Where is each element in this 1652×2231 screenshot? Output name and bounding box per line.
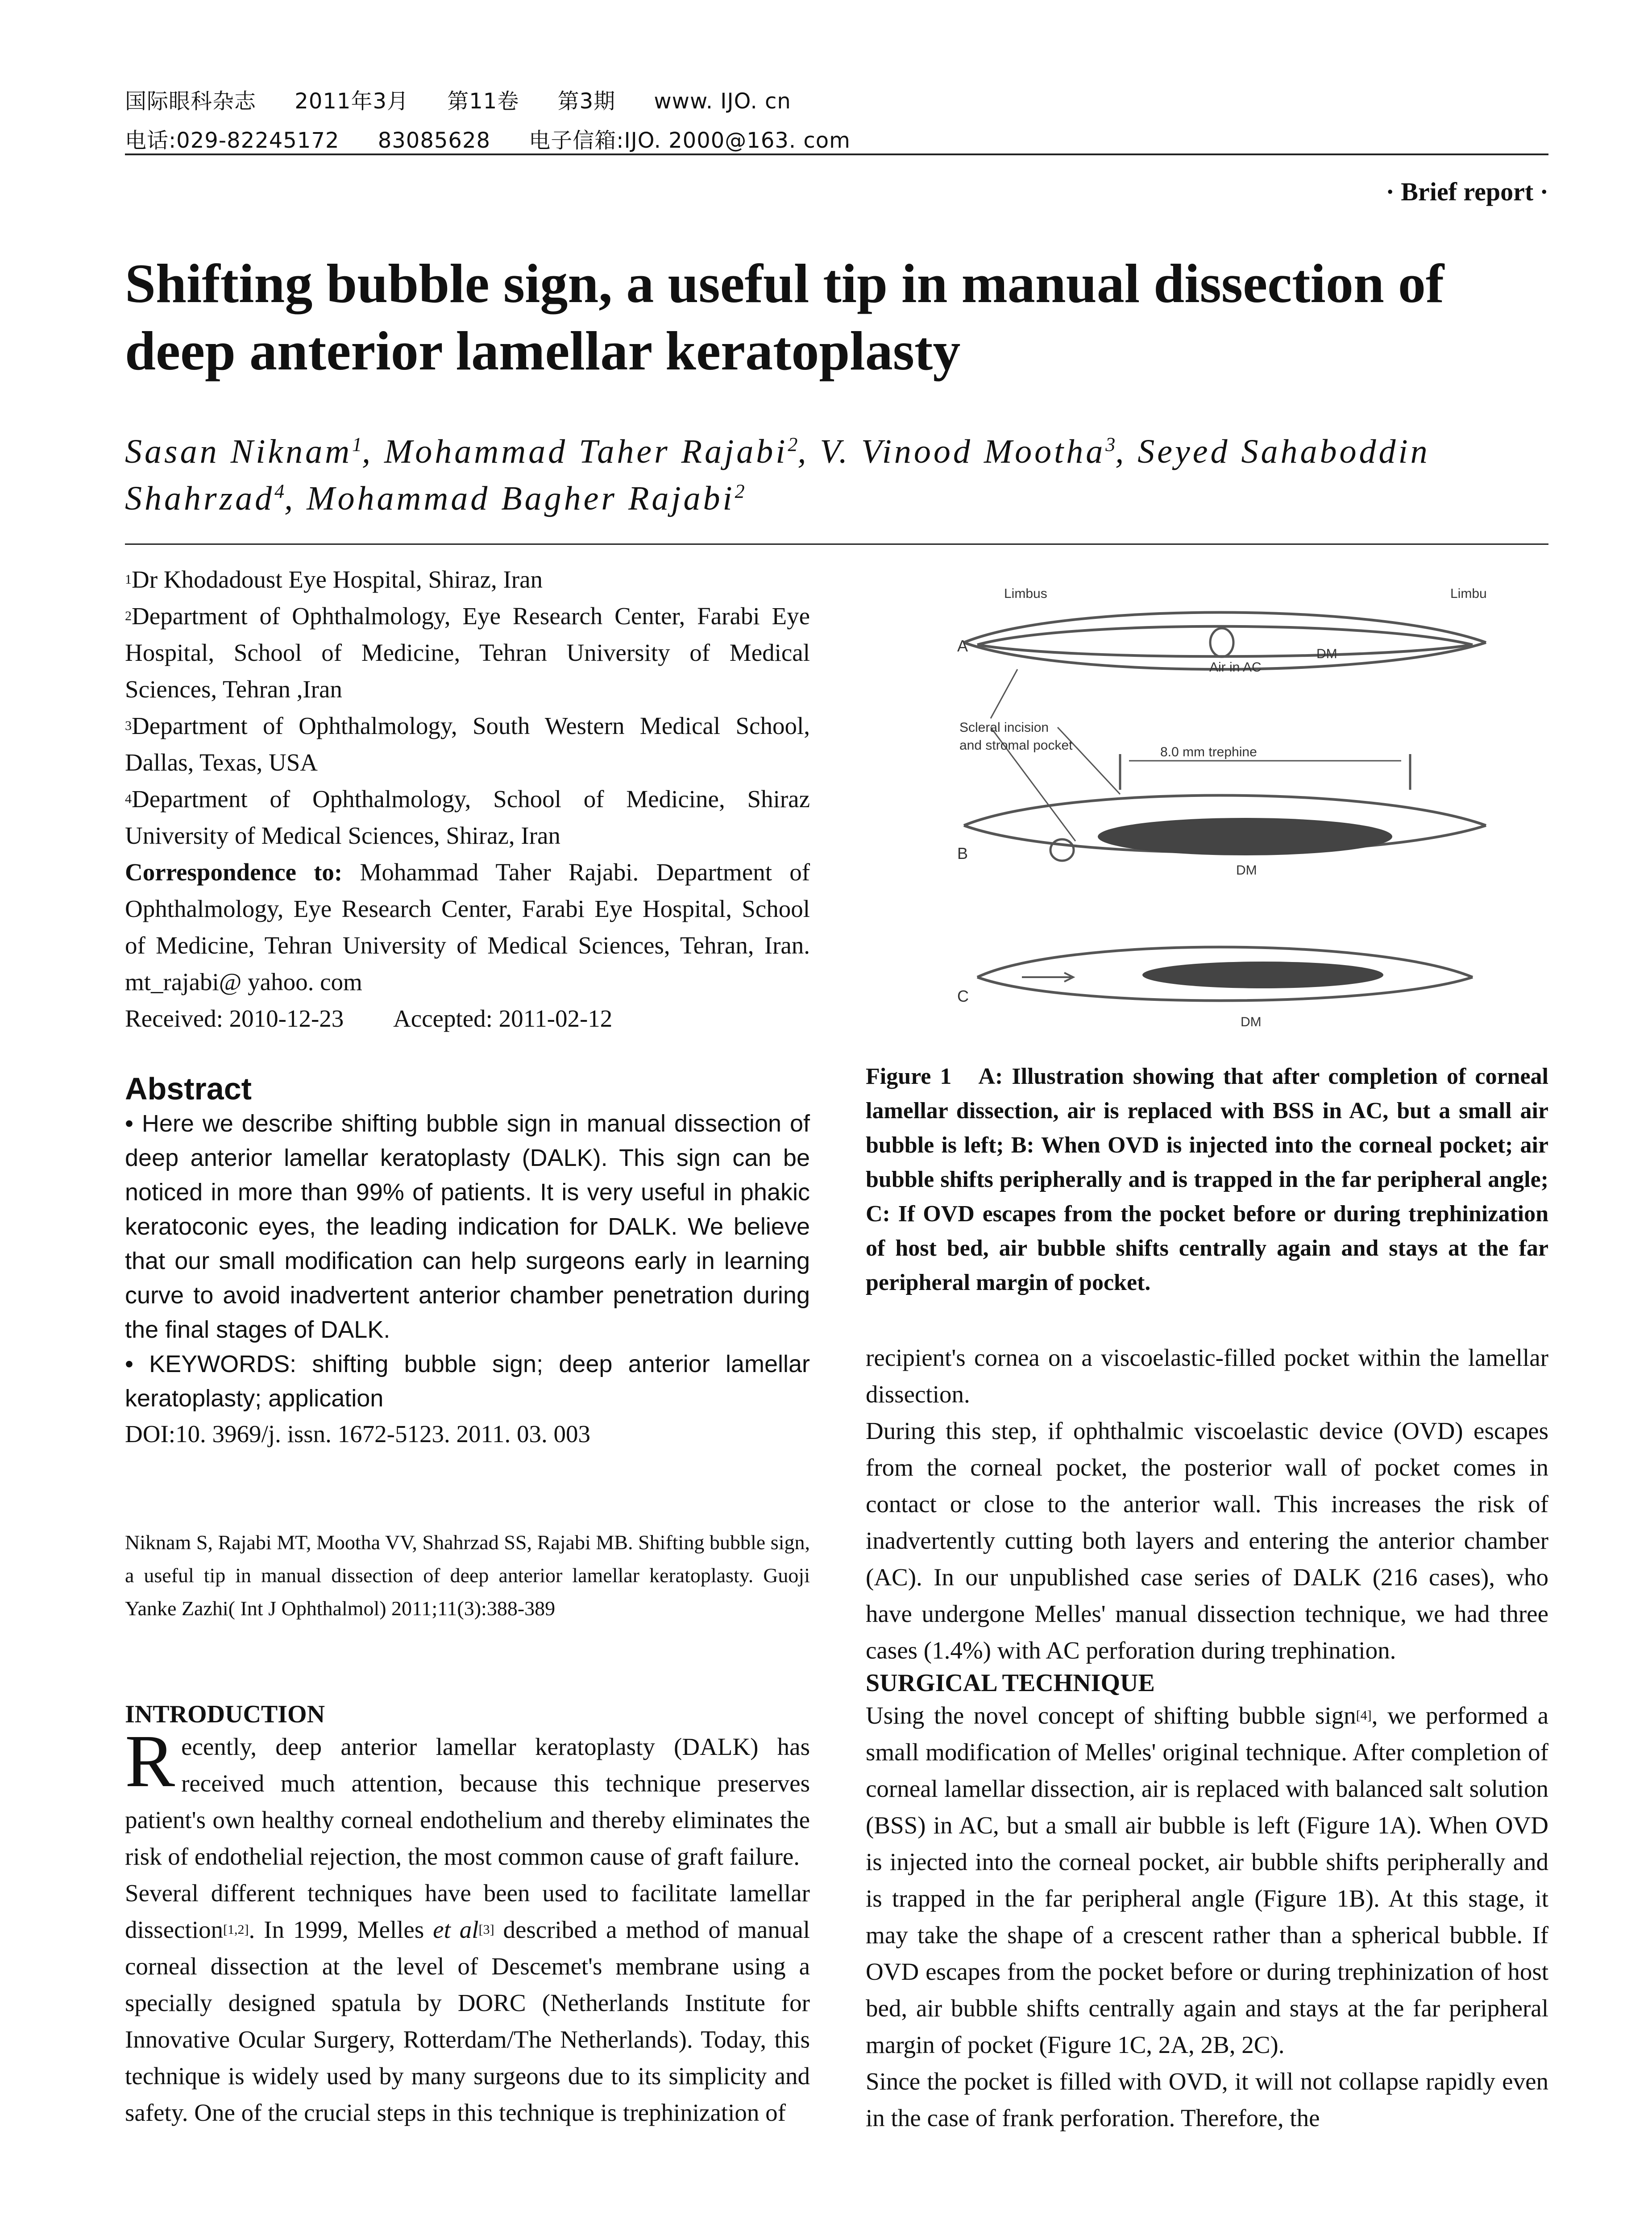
figure-label-limbus: Limbu bbox=[1450, 586, 1487, 601]
journal-header bbox=[125, 84, 822, 115]
doi: DOI:10. 3969/j. issn. 1672-5123. 2011. 03. 003 bbox=[125, 1420, 590, 1447]
dropcap: R bbox=[125, 1720, 175, 1803]
figure-panel-c: C bbox=[957, 987, 969, 1005]
abstract bbox=[125, 1071, 810, 1452]
journal-date: 2011年3月 bbox=[295, 89, 409, 114]
journal-issue: 第3期 bbox=[557, 89, 616, 114]
body-paragraph: During this step, if ophthalmic viscoelastic device (OVD) escapes from the corneal pocket, the posterior wall of pocket comes in contact or close to the anterior wall. This increases the risk of inadvertently cutting both layers and entering the anterior chamber (AC). In our unpublished case series of DALK (216 cases), who have undergone Melles' manual dissection technique, we had three cases (1.4%) with AC perforation during trephination. bbox=[866, 1417, 1548, 1664]
author-aff-mark: 1 bbox=[352, 433, 362, 456]
citation: Niknam S, Rajabi MT, Mootha VV, Shahrzad SS, Rajabi MB. Shifting bubble sign, a useful tip in manual dissection of deep anterior lamellar keratoplasty. Guoji Yanke Zazhi( Int J Ophthalmol) 2011;11(3):388-389 bbox=[125, 1531, 810, 1620]
reference-mark: [1,2] bbox=[223, 1922, 249, 1937]
journal-name: 国际眼科杂志 bbox=[125, 89, 257, 114]
affiliation: $^1$Dr Khodadoust Eye Hospital, Shiraz, Iran bbox=[125, 566, 543, 593]
author-name: Seyed Sahaboddin Shahrzad bbox=[125, 433, 1430, 517]
body-paragraph: Using the novel concept of shifting bubble sign[4], we performed a small modification of Melles' original technique. After completion of corneal lamellar dissection, air is replaced with balanced salt solution (BSS) in AC, but a small air bubble is left (Figure 1A). When OVD is injected into the corneal pocket, air bubble shifts peripherally and is trapped in the far peripheral angle (Figure 1B). At this stage, it may take the shape of a crescent rather than a spherical bubble. If OVD escapes from the pocket before or during trephinization of host bed, air bubble shifts centrally again and stays at the far peripheral margin of pocket (Figure 1C, 2A, 2B, 2C). bbox=[866, 1702, 1548, 2058]
header-rule bbox=[125, 153, 1548, 155]
figure-label-scleral: Scleral incision bbox=[959, 720, 1049, 735]
author-name: V. Vinood Mootha bbox=[820, 433, 1106, 470]
figure-caption-label: Figure 1 bbox=[866, 1064, 952, 1089]
abstract-keywords: • KEYWORDS: shifting bubble sign; deep anterior lamellar keratoplasty; application bbox=[125, 1351, 810, 1412]
reference-mark: [4] bbox=[1356, 1708, 1372, 1723]
figure-label-air: Air in AC bbox=[1209, 660, 1262, 675]
affiliation: $^3$Department of Ophthalmology, South Western Medical School, Dallas, Texas, USA bbox=[125, 712, 810, 776]
journal-phone2: 83085628 bbox=[378, 128, 491, 153]
figure-label-trephine: 8.0 mm trephine bbox=[1160, 745, 1257, 759]
figure-1-illustration bbox=[951, 585, 1495, 1031]
figure-label-dm: DM bbox=[1241, 1015, 1262, 1029]
affiliation: $^2$Department of Ophthalmology, Eye Research Center, Farabi Eye Hospital, School of Medicine, Tehran University of Medical Sciences, Tehran ,Iran bbox=[125, 602, 810, 703]
figure-label-dm: DM bbox=[1316, 647, 1337, 661]
abstract-heading: Abstract bbox=[125, 1071, 252, 1106]
author-aff-mark: 2 bbox=[735, 480, 745, 502]
author-name: Mohammad Taher Rajabi bbox=[384, 433, 788, 470]
article-title: Shifting bubble sign, a useful tip in manual dissection of deep anterior lamellar keratoplasty bbox=[125, 253, 1444, 382]
author-list: Sasan Niknam$^1$, Mohammad Taher Rajabi$^2$, V. Vinood Mootha$^3$, Seyed Sahaboddin Shahrzad$^4$, Mohammad Bagher Rajabi$^2$ bbox=[125, 433, 1430, 517]
article-category: · Brief report · bbox=[1386, 177, 1548, 206]
figure-panel-b: B bbox=[957, 844, 968, 863]
correspondence: Correspondence to: Mohammad Taher Rajabi. Department of Ophthalmology, Eye Research Center, Farabi Eye Hospital, School of Medicine, Tehran University of Medical Sciences, Tehran, Iran. mt_rajabi@ yahoo. com bbox=[125, 858, 810, 995]
surgical-technique-heading: SURGICAL TECHNIQUE bbox=[866, 1669, 1155, 1697]
figure-label-limbus: Limbus bbox=[1004, 586, 1047, 601]
affiliations bbox=[125, 561, 810, 1037]
intro-heading: INTRODUCTION bbox=[125, 1700, 325, 1728]
journal-email: 电子信箱:IJO. 2000@163. com bbox=[529, 128, 851, 153]
introduction bbox=[125, 1700, 810, 2131]
figure-caption: Figure 1 A: Illustration showing that after completion of corneal lamellar dissection, air is replaced with BSS in AC, but a small air bubble is left; B: When OVD is injected into the corneal pocket; air bubble shifts peripherally and is trapped in the far peripheral angle; C: If OVD escapes from the pocket before or during trephinization of host bed, air bubble shifts centrally again and stays at the far peripheral margin of pocket. bbox=[866, 1064, 1549, 1295]
intro-paragraph: Recently, deep anterior lamellar keratoplasty (DALK) has received much attention, because this technique preserves patient's own healthy corneal endothelium and thereby eliminates the risk of endothelial rejection, the most common cause of graft failure. bbox=[125, 1720, 810, 1870]
journal-contact bbox=[125, 123, 882, 154]
figure-label-dm: DM bbox=[1236, 863, 1257, 878]
abstract-body: • Here we describe shifting bubble sign in manual dissection of deep anterior lamellar keratoplasty (DALK). This sign can be noticed in more than 99% of patients. It is very useful in phakic keratoconic eyes, the leading indication for DALK. We believe that our small modification can help surgeons early in learning curve to avoid inadvertent anterior chamber penetration during the final stages of DALK. bbox=[125, 1110, 810, 1343]
authors-rule bbox=[125, 543, 1548, 545]
intro-paragraph: Several different techniques have been used to facilitate lamellar dissection[1,2]. In 1999, Melles et al[3] described a method of manual corneal dissection at the level of Descemet's membrane using a specially designed spatula by DORC (Netherlands Institute for Innovative Ocular Surgery, Rotterdam/The Netherlands). Today, this technique is widely used by many surgeons due to its simplicity and safety. One of the crucial steps in this technique is trephinization of bbox=[125, 1879, 810, 2126]
author-name: Sasan Niknam bbox=[125, 433, 352, 470]
right-column-body bbox=[866, 1339, 1548, 2136]
journal-phone: 电话:029-82245172 bbox=[125, 128, 340, 153]
dates bbox=[125, 1000, 810, 1037]
author-aff-mark: 3 bbox=[1105, 433, 1116, 456]
body-paragraph: Since the pocket is filled with OVD, it will not collapse rapidly even in the case of frank perforation. Therefore, the bbox=[866, 2068, 1548, 2131]
reference-mark: [3] bbox=[478, 1922, 494, 1937]
journal-website: www. IJO. cn bbox=[654, 89, 791, 114]
journal-volume: 第11卷 bbox=[447, 89, 519, 114]
author-aff-mark: 4 bbox=[274, 480, 285, 502]
author-aff-mark: 2 bbox=[788, 433, 798, 456]
accepted-date: Accepted: 2011-02-12 bbox=[393, 1005, 613, 1032]
figure-panel-a: A bbox=[957, 637, 968, 655]
affiliation: $^4$Department of Ophthalmology, School of Medicine, Shiraz University of Medical Sciences, Shiraz, Iran bbox=[125, 785, 810, 849]
body-paragraph: recipient's cornea on a viscoelastic-filled pocket within the lamellar dissection. bbox=[866, 1344, 1548, 1408]
received-date: Received: 2010-12-23 bbox=[125, 1005, 344, 1032]
author-name: Mohammad Bagher Rajabi bbox=[307, 479, 735, 517]
figure-label-stromal: and stromal pocket bbox=[959, 738, 1073, 753]
